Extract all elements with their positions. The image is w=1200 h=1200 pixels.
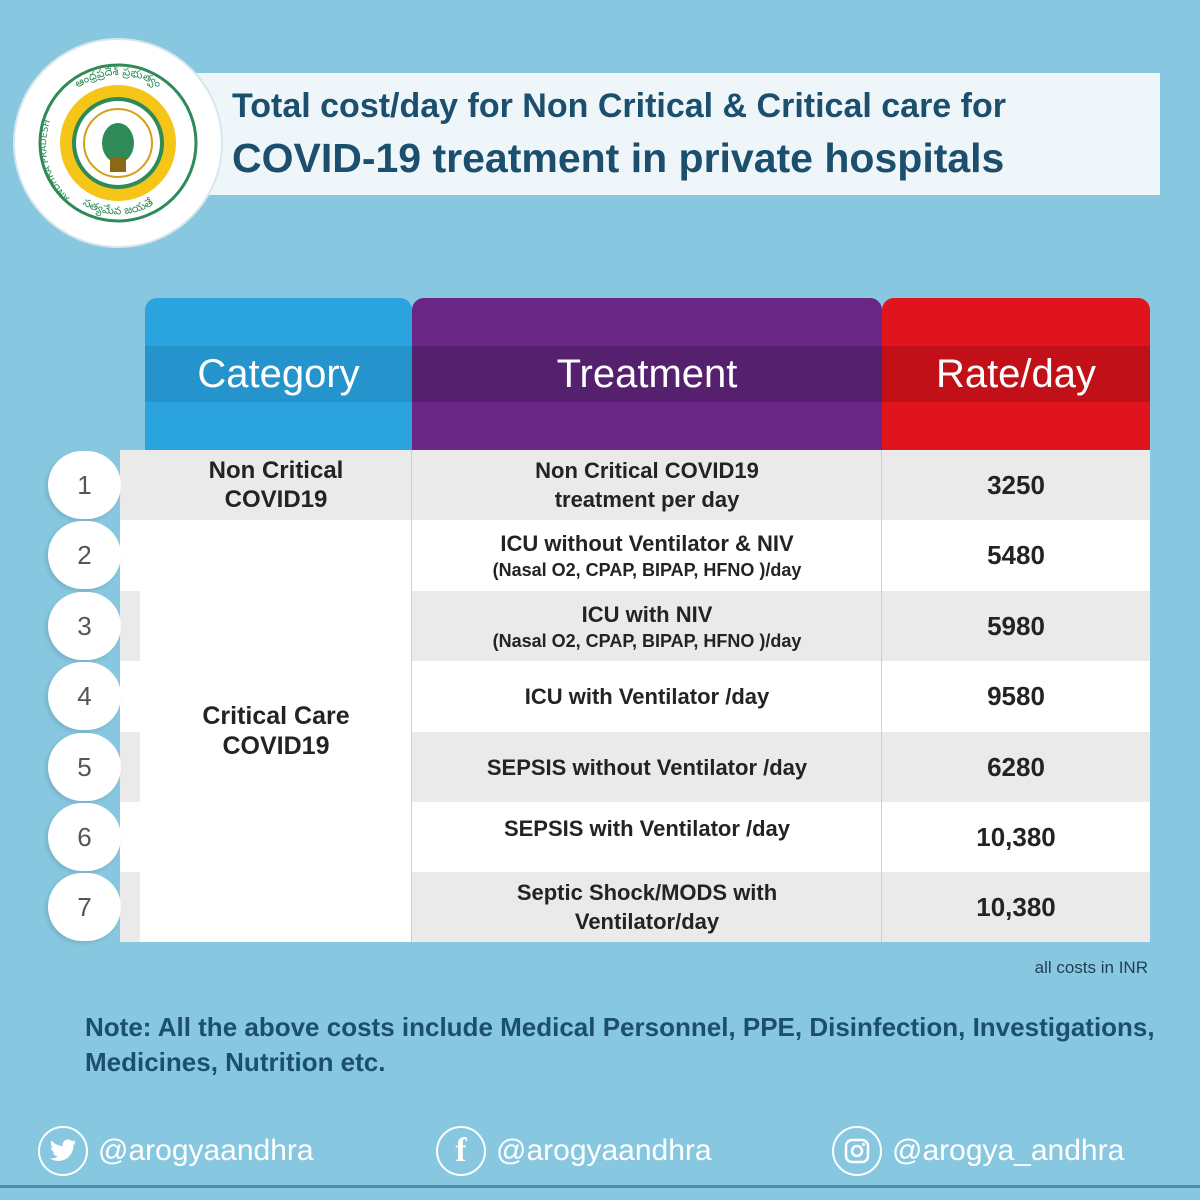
instagram-link[interactable] [832, 1128, 1124, 1174]
treatment-text: ICU with Ventilator /day [524, 684, 770, 709]
column-divider [881, 450, 882, 942]
header-treatment [412, 298, 882, 450]
instagram-handle: @arogya_andhra [892, 1134, 1125, 1167]
header-category [145, 298, 412, 450]
twitter-link[interactable] [38, 1128, 314, 1174]
facebook-handle: @arogyaandhra [496, 1134, 712, 1167]
treatment-text: Septic Shock/MODS with [516, 880, 778, 905]
category-non-critical [140, 450, 412, 520]
category-text-2: COVID19 [222, 732, 330, 760]
instagram-icon [832, 1126, 882, 1176]
rate-value: 5980 [987, 610, 1045, 641]
twitter-handle: @arogyaandhra [98, 1134, 314, 1167]
category-text: Critical Care [202, 702, 350, 730]
row-number: 7 [48, 873, 121, 941]
treatment-text-2: Ventilator/day [574, 909, 720, 934]
note-text: All the above costs include Medical Personnel, PPE, Disinfection, Investigations, Medicines, Nutrition etc. [85, 1012, 1155, 1077]
header-rate [882, 298, 1150, 450]
facebook-icon: f [436, 1126, 486, 1176]
footer-divider [0, 1185, 1200, 1188]
note-label: Note: [85, 1012, 152, 1042]
emblem-left-text: ANDHRA PRADESH [39, 118, 72, 203]
rate-value: 10,380 [976, 891, 1056, 922]
rate-value: 10,380 [976, 821, 1056, 852]
header-treatment-label: Treatment [412, 346, 882, 402]
row-number: 1 [48, 451, 121, 519]
rate-value: 9580 [987, 681, 1045, 711]
row-number: 5 [48, 733, 121, 801]
treatment-text: Non Critical COVID19 [535, 458, 759, 483]
rate-value: 5480 [987, 540, 1045, 570]
rate-value: 3250 [987, 469, 1045, 500]
title-line-1: Total cost/day for Non Critical & Critical care for [232, 87, 1006, 125]
emblem-top-text: ఆంధ్రప్రదేశ్ ప్రభుత్వం [72, 64, 164, 91]
treatment-text: ICU without Ventilator & NIV [500, 531, 794, 556]
twitter-icon [38, 1126, 88, 1176]
header-rate-label: Rate/day [882, 346, 1150, 402]
treatment-text: SEPSIS with Ventilator /day [503, 816, 791, 841]
treatment-subtext: (Nasal O2, CPAP, BIPAP, HFNO )/day [492, 630, 802, 651]
treatment-subtext: (Nasal O2, CPAP, BIPAP, HFNO )/day [492, 560, 802, 580]
row-number: 6 [48, 803, 121, 871]
row-number: 3 [48, 592, 121, 660]
row-number: 4 [48, 662, 121, 730]
rate-value: 6280 [987, 751, 1045, 782]
treatment-text: ICU with NIV [581, 601, 713, 627]
facebook-link[interactable] [436, 1128, 712, 1174]
row-number: 2 [48, 521, 121, 589]
column-divider [411, 450, 412, 942]
treatment-text: SEPSIS without Ventilator /day [486, 754, 808, 780]
currency-note: all costs in INR [1034, 958, 1148, 977]
header-category-label: Category [145, 346, 412, 402]
footnote [85, 1010, 1165, 1080]
treatment-text-2: treatment per day [554, 487, 740, 512]
emblem-bottom-text: సత్యమేవ జయతే [80, 195, 156, 218]
category-text-2: COVID19 [224, 486, 328, 513]
category-critical-care [140, 520, 412, 942]
category-text: Non Critical [208, 457, 344, 484]
title-line-2: COVID-19 treatment in private hospitals [232, 135, 1005, 181]
